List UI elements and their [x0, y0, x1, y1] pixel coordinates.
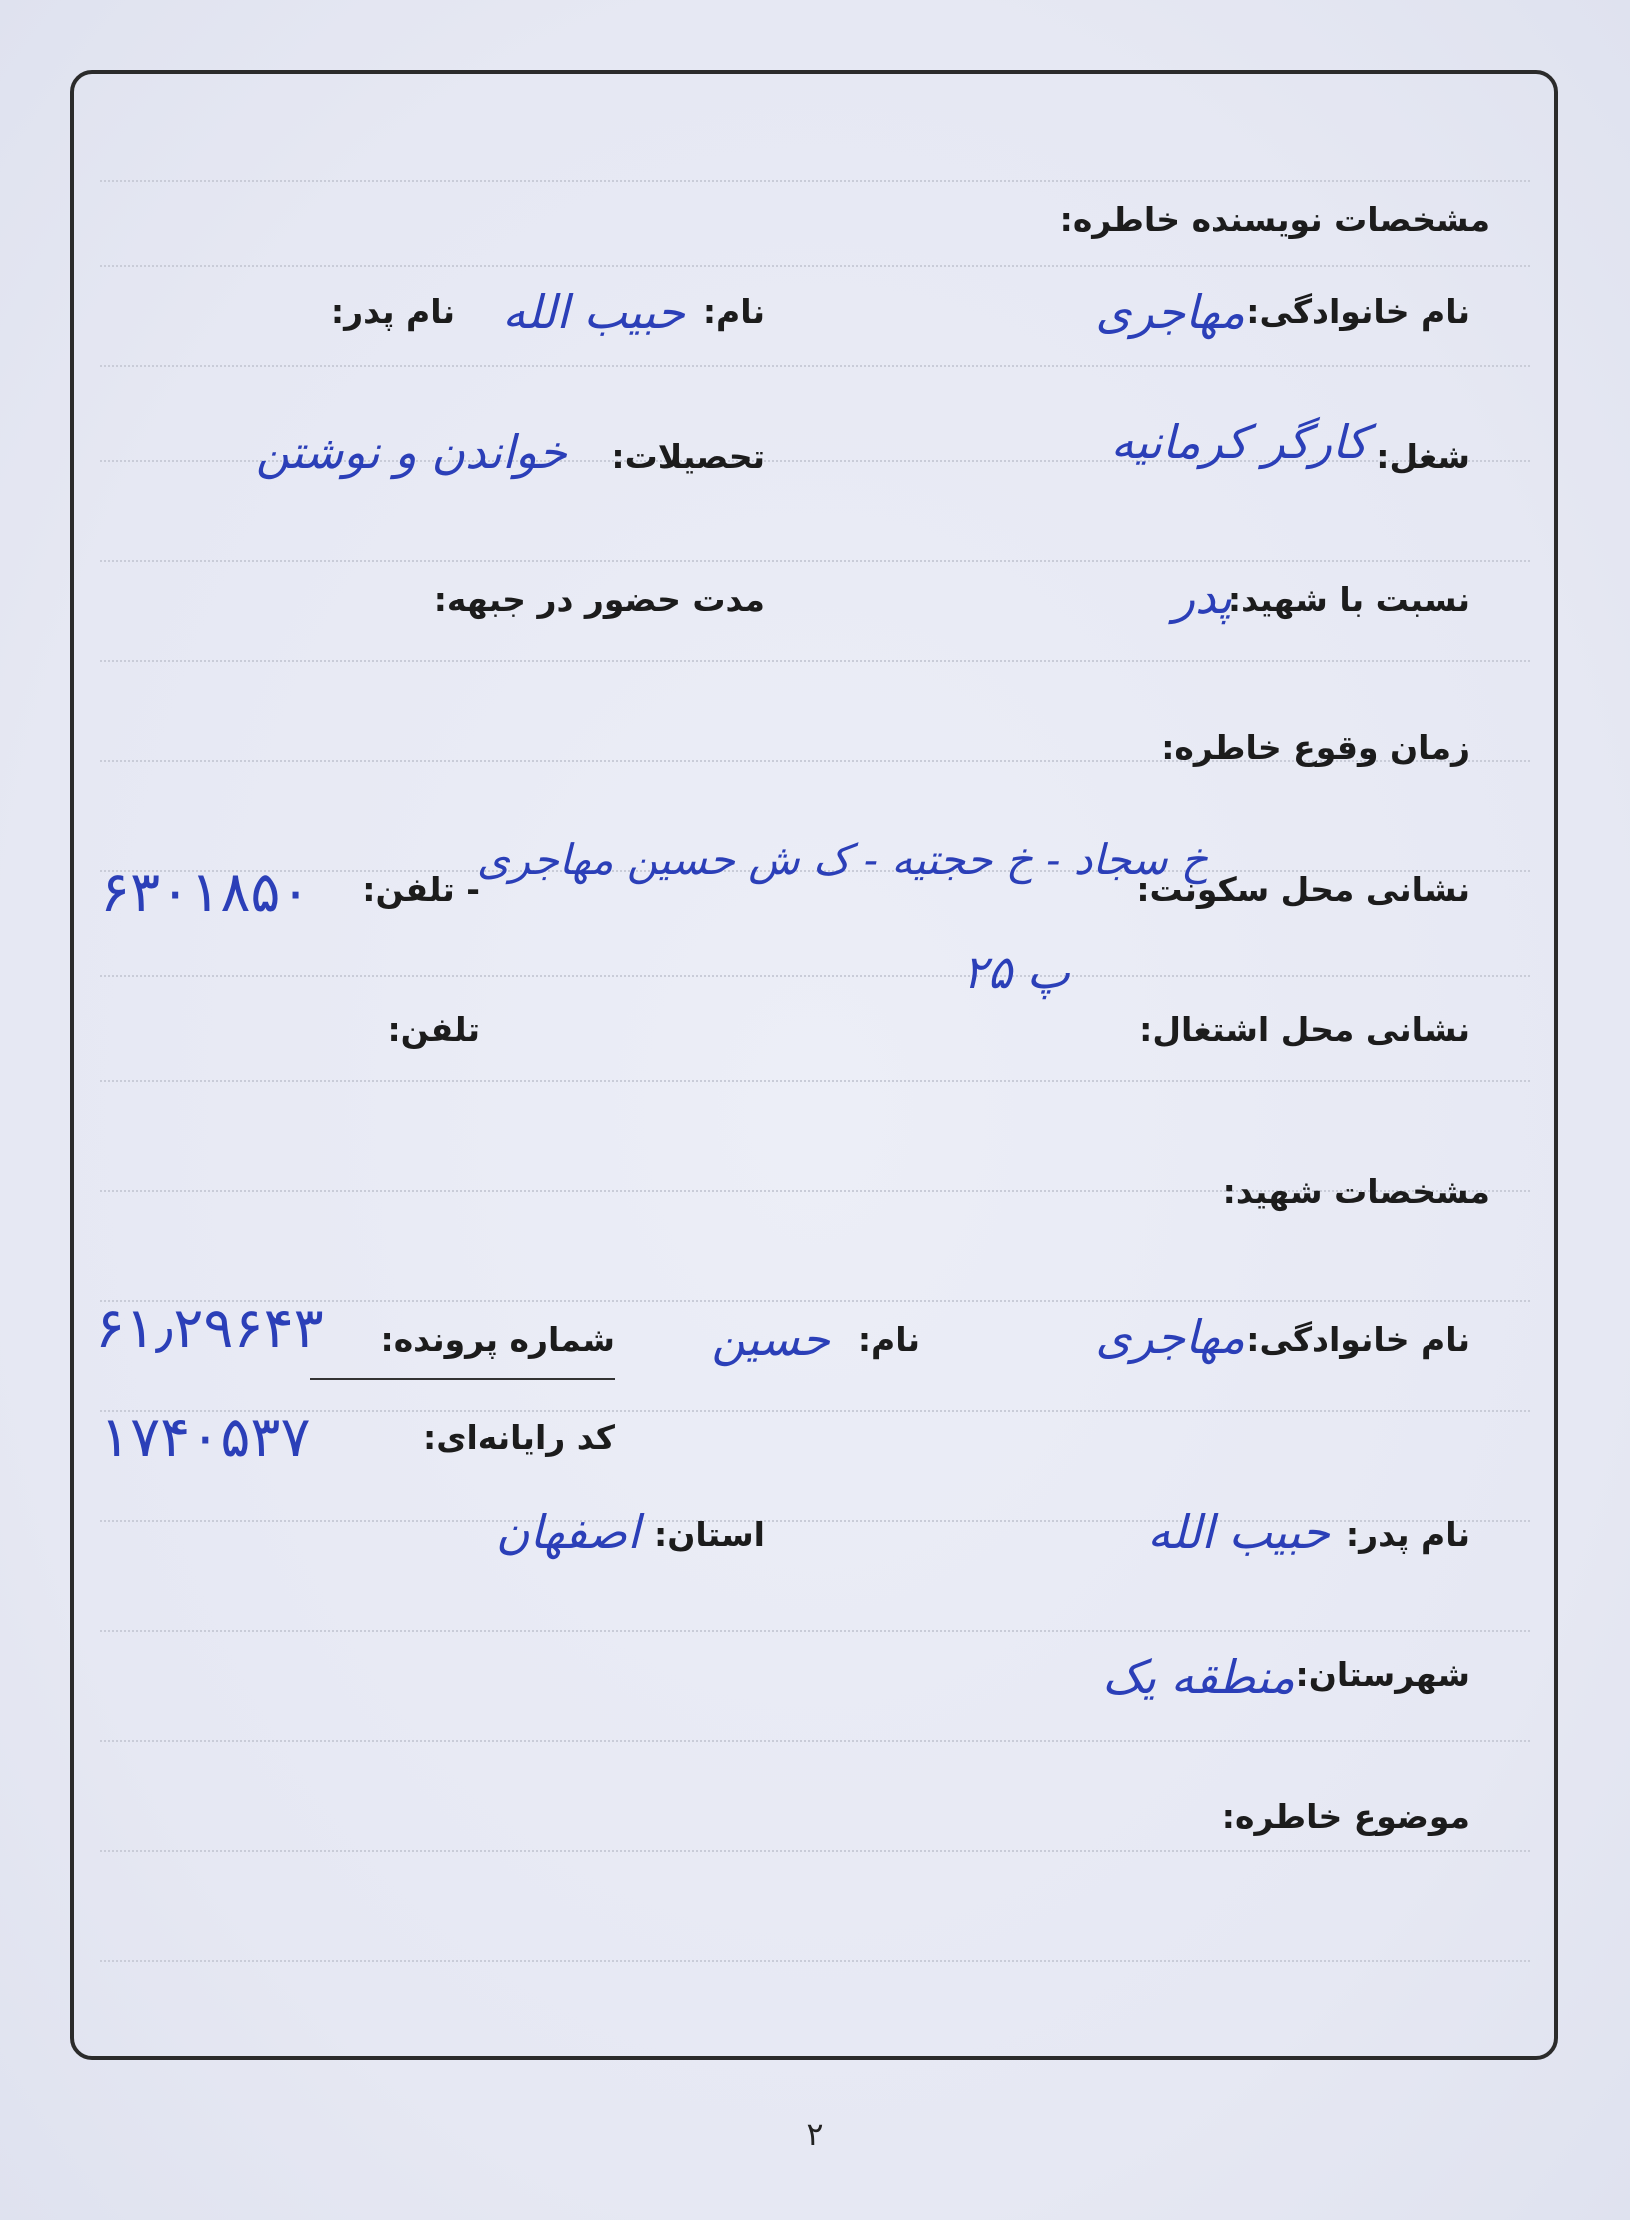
martyr-first-name-label: نام:: [857, 1320, 920, 1359]
writer-heading: مشخصات نویسنده خاطره:: [1059, 200, 1490, 239]
martyr-province-value: اصفهان: [495, 1505, 640, 1559]
martyr-province-label: استان:: [654, 1515, 765, 1554]
martyr-computer-code-value: ۱۷۴۰۵۳۷: [100, 1405, 311, 1470]
martyr-heading: مشخصات شهید:: [1222, 1172, 1490, 1211]
writer-first-name-label: نام:: [702, 292, 765, 331]
writer-family-name-label: نام خانوادگی:: [1246, 292, 1470, 331]
page-number: ۲: [806, 2115, 824, 2153]
writer-job-label: شغل:: [1376, 437, 1470, 476]
writer-relation-label: نسبت با شهید:: [1227, 580, 1470, 619]
writer-work-phone-label: تلفن:: [387, 1010, 480, 1049]
martyr-first-name-value: حسین: [711, 1312, 830, 1366]
file-number-underline: [310, 1378, 615, 1380]
martyr-file-number-label: شماره پرونده:: [380, 1320, 615, 1359]
writer-home-address-value: خ سجاد - خ حجتیه - ک ش حسین مهاجری: [476, 835, 1208, 884]
writer-job-value: کارگر کرمانیه: [1110, 415, 1368, 469]
writer-phone-value: ۶۳۰۱۸۵۰: [100, 860, 311, 925]
martyr-family-name-label: نام خانوادگی:: [1246, 1320, 1470, 1359]
writer-phone-label: - تلفن:: [362, 870, 480, 909]
martyr-city-value: منطقه یک: [1102, 1650, 1295, 1704]
martyr-father-name-value: حبیب الله: [1147, 1505, 1330, 1559]
writer-father-name-label: نام پدر:: [330, 292, 455, 331]
writer-home-address-label: نشانی محل سکونت:: [1136, 870, 1470, 909]
writer-first-name-value: حبیب الله: [502, 285, 685, 339]
writer-work-address-label: نشانی محل اشتغال:: [1139, 1010, 1470, 1049]
writer-home-address-value-2: پ ۲۵: [962, 945, 1070, 999]
writer-relation-value: پدر: [1172, 570, 1232, 624]
writer-memory-time-label: زمان وقوع خاطره:: [1161, 728, 1470, 767]
martyr-computer-code-label: کد رایانه‌ای:: [423, 1418, 615, 1457]
martyr-father-name-label: نام پدر:: [1345, 1515, 1470, 1554]
form-frame: [70, 70, 1558, 2060]
martyr-family-name-value: مهاجری: [1095, 1310, 1245, 1364]
writer-education-value: خواندن و نوشتن: [255, 425, 567, 479]
writer-education-label: تحصیلات:: [611, 437, 765, 476]
martyr-city-label: شهرستان:: [1295, 1655, 1470, 1694]
writer-front-duration-label: مدت حضور در جبهه:: [433, 580, 765, 619]
martyr-file-number-value: ۶۱٫۲۹۶۴۳: [95, 1296, 324, 1361]
writer-family-name-value: مهاجری: [1095, 285, 1245, 339]
martyr-memory-subject-label: موضوع خاطره:: [1221, 1797, 1470, 1836]
